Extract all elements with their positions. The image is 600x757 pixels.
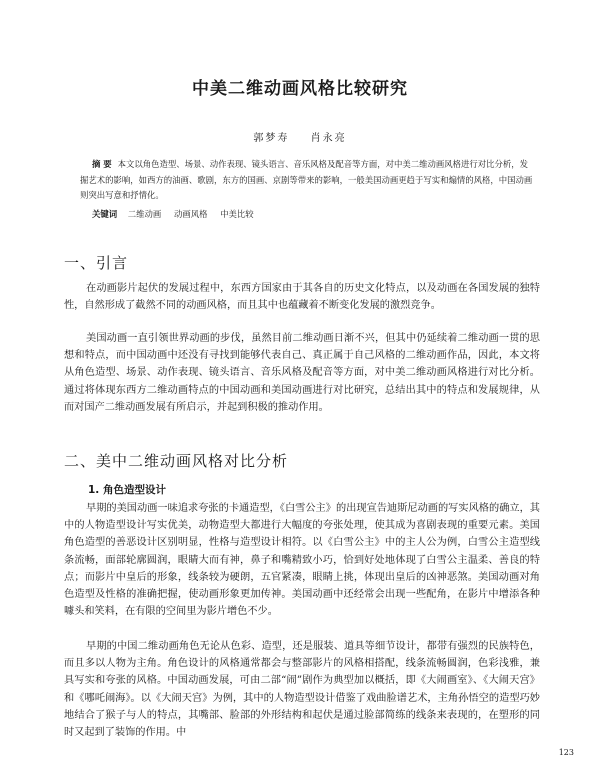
keyword: 二维动画 — [127, 209, 162, 219]
keywords-label: 关键词 — [92, 209, 118, 219]
character-paragraph-1: 早期的美国动画一味追求夸张的卡通造型，《白雪公主》的出现宣告迪斯尼动画的写实风格的确立，其中的人物造型设计写实优美，动物造型大都进行大幅度的夸张处理，使其成为喜剧表现的重要元素。美国角色造型的善恶设计区别明显，性格与造型设计相符。以《白雪公主》中的主人公为例，白雪公主造型线条流畅，面部轮廓圆润，眼睛大而有神，鼻子和嘴精致小巧，恰到好处地体现了白雪公主温柔、善良的特点；而影片中皇后的形象，线条较为硬朗，五官紧凑，眼睛上挑，体现出皇后的凶神恶煞。美国动画对角色造型及性格的准确把握，使动画形象更加传神。美国动画中还经常会出现一些配角，在影片中增添各种噱头和笑料，在有限的空间里为影片增色不少。 — [64, 503, 540, 618]
abstract-label: 摘 要 — [92, 159, 112, 169]
page-number: 123 — [558, 748, 574, 757]
keyword: 动画风格 — [173, 209, 208, 219]
character-paragraph-2: 早期的中国二维动画角色无论从色彩、造型，还是服装、道具等细节设计，都带有强烈的民族特色，而且多以人物为主角。角色设计的风格通常都会与整部影片的风格相搭配，线条流畅圆润，色彩浅雅，兼具写实和夸张的风格。中国动画发展，可由二部“闹”剧作为典型加以概括，即《大闹画室》、《大闹天宫》和《哪吒闹海》。以《大闹天宫》为例，其中的人物造型设计借鉴了戏曲脸谱艺术，主角孙悟空的造型巧妙地结合了猴子与人的特点，其嘴部、脸部的外形结构和起伏是通过脸部简练的线条来表现的，在塑形的同时又起到了装饰的作用。中 — [64, 641, 540, 739]
author-name: 郭梦寿 — [253, 133, 290, 144]
abstract-text: 本文以角色造型、场景、动作表现、镜头语言、音乐风格及配音等方面，对中美二维动画风格进行对比分析，发掘艺术的影响，如西方的油画、歌剧，东方的国画、京剧等带来的影响，一般美国动画更趋于写实和煽情的风格，中国动画则突出写意和抒情化。 — [80, 159, 533, 200]
keywords-line — [92, 207, 532, 222]
intro-paragraph-2: 美国动画一直引领世界动画的步伐，虽然目前二维动画日渐不兴，但其中仍延续着二维动画一贯的思想和特点，而中国动画中还没有寻找到能够代表自己、真正属于自己风格的二维动画作品，因此，本文将从角色造型、场景、动作表现、镜头语言、音乐风格及配音等方面，对中美二维动画风格进行对比分析。通过将体现东西方二维动画特点的中国动画和美国动画进行对比研究，总结出其中的特点和发展规律，从而对国产二维动画发展有所启示，并起到积极的推动作用。 — [64, 333, 540, 413]
abstract — [80, 157, 536, 204]
paper-title: 中美二维动画风格比较研究 — [192, 79, 408, 99]
keyword: 中美比较 — [220, 209, 254, 219]
author-name: 肖永亮 — [310, 133, 347, 144]
author-line — [0, 129, 600, 144]
section-heading-comparison: 二、美中二维动画风格对比分析 — [64, 452, 289, 470]
intro-paragraph-1: 在动画影片起伏的发展过程中，东西方国家由于其各自的历史文化特点，以及动画在各国发展的独特性，自然形成了截然不同的动画风格，而且其中也蕴藏着不断变化发展的激烈竞争。 — [64, 283, 540, 312]
section-heading-intro: 一、引言 — [64, 254, 129, 272]
subsection-heading-character-design: 1. 角色造型设计 — [88, 484, 166, 496]
